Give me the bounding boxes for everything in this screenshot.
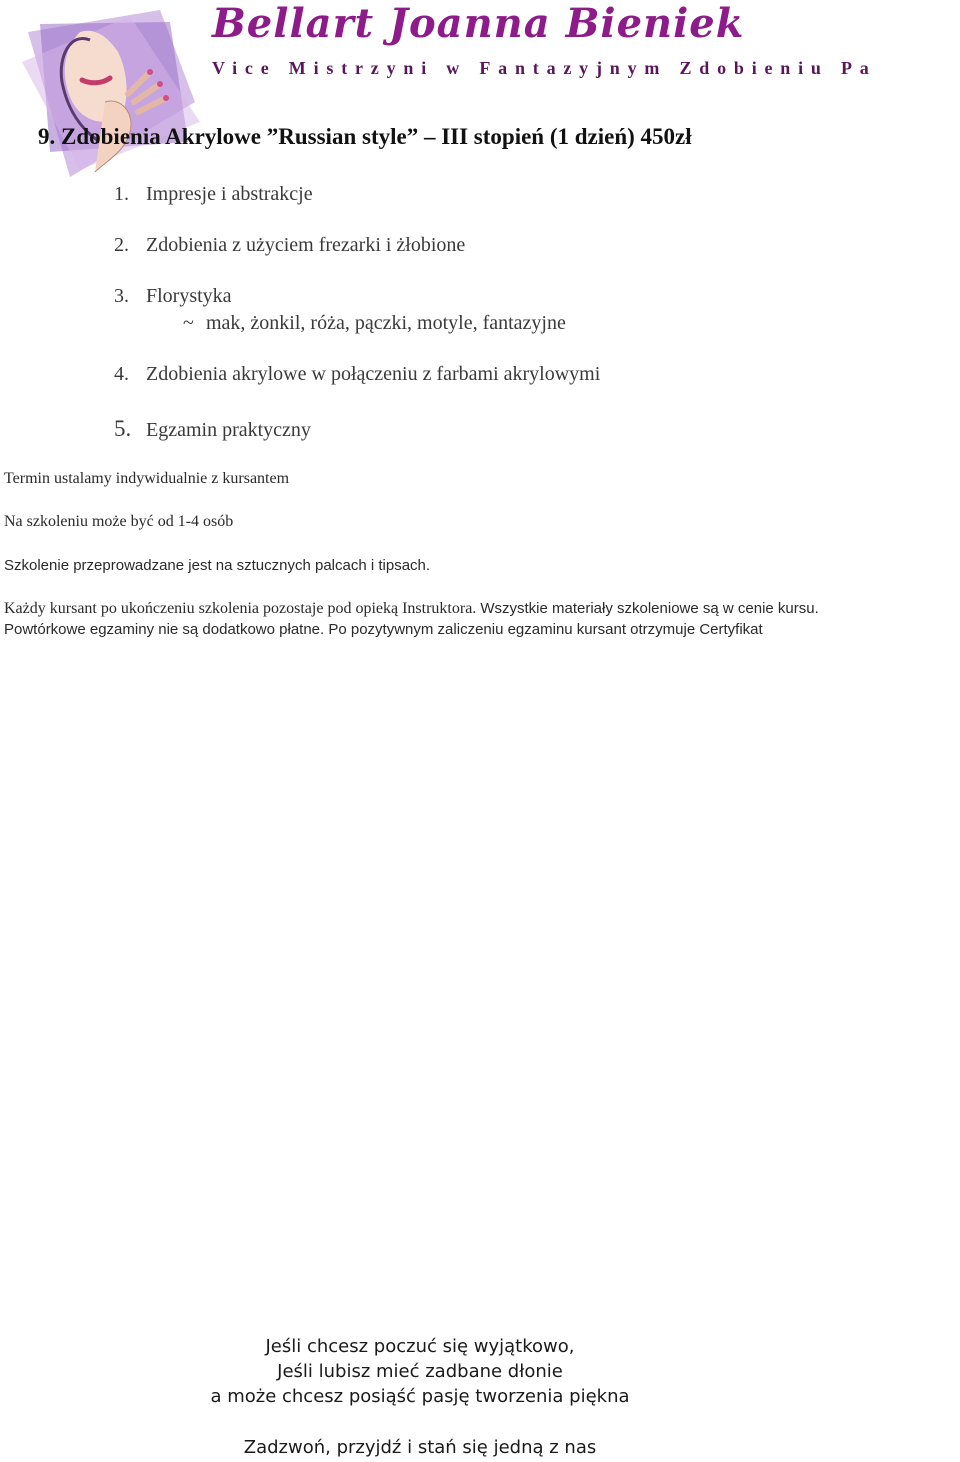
brand-subtitle: Vice Mistrzyni w Fantazyjnym Zdobieniu Pa [212, 58, 877, 78]
info-final-a: Każdy kursant po ukończeniu szkolenia pozostaje pod opieką Instruktora. [4, 600, 477, 617]
list-item: 3. Florystyka [114, 285, 232, 307]
info-final-paragraph [4, 598, 854, 640]
closing-line: Jeśli lubisz mieć zadbane dłonie [277, 1361, 563, 1382]
closing-call-to-action: Zadzwoń, przyjdź i stań się jedną z nas [243, 1437, 597, 1458]
list-item: 2. Zdobienia z użyciem frezarki i żłobione [114, 234, 466, 256]
list-item: 4. Zdobienia akrylowe w połączeniu z farbami akrylowymi [114, 363, 601, 385]
info-training-mode: Szkolenie przeprowadzane jest na sztucznych palcach i tipsach. [4, 557, 431, 574]
info-group-size: Na szkoleniu może być od 1-4 osób [4, 513, 234, 530]
list-subitem: ~ mak, żonkil, róża, pączki, motyle, fantazyjne [183, 312, 566, 334]
list-item: 1. Impresje i abstrakcje [114, 183, 313, 205]
closing-line: a może chcesz posiąść pasję tworzenia piękna [210, 1386, 630, 1407]
brand-name: Bellart Joanna Bieniek [212, 0, 745, 47]
info-termin: Termin ustalamy indywidualnie z kursantem [4, 470, 290, 487]
list-item: 5. Egzamin praktyczny [114, 416, 311, 441]
logo-illustration [10, 2, 210, 182]
closing-line: Jeśli chcesz poczuć się wyjątkowo, [265, 1336, 575, 1357]
info-final-b: Wszystkie materiały szkoleniowe są w cenie kursu. Powtórkowe egzaminy nie są dodatkowo płatne. Po pozytywnym zaliczeniu egzaminu kursant otrzymuje Certyfikat [4, 600, 819, 638]
course-title: 9. Zdobienia Akrylowe ”Russian style” – III stopień (1 dzień) 450zł [38, 124, 692, 149]
